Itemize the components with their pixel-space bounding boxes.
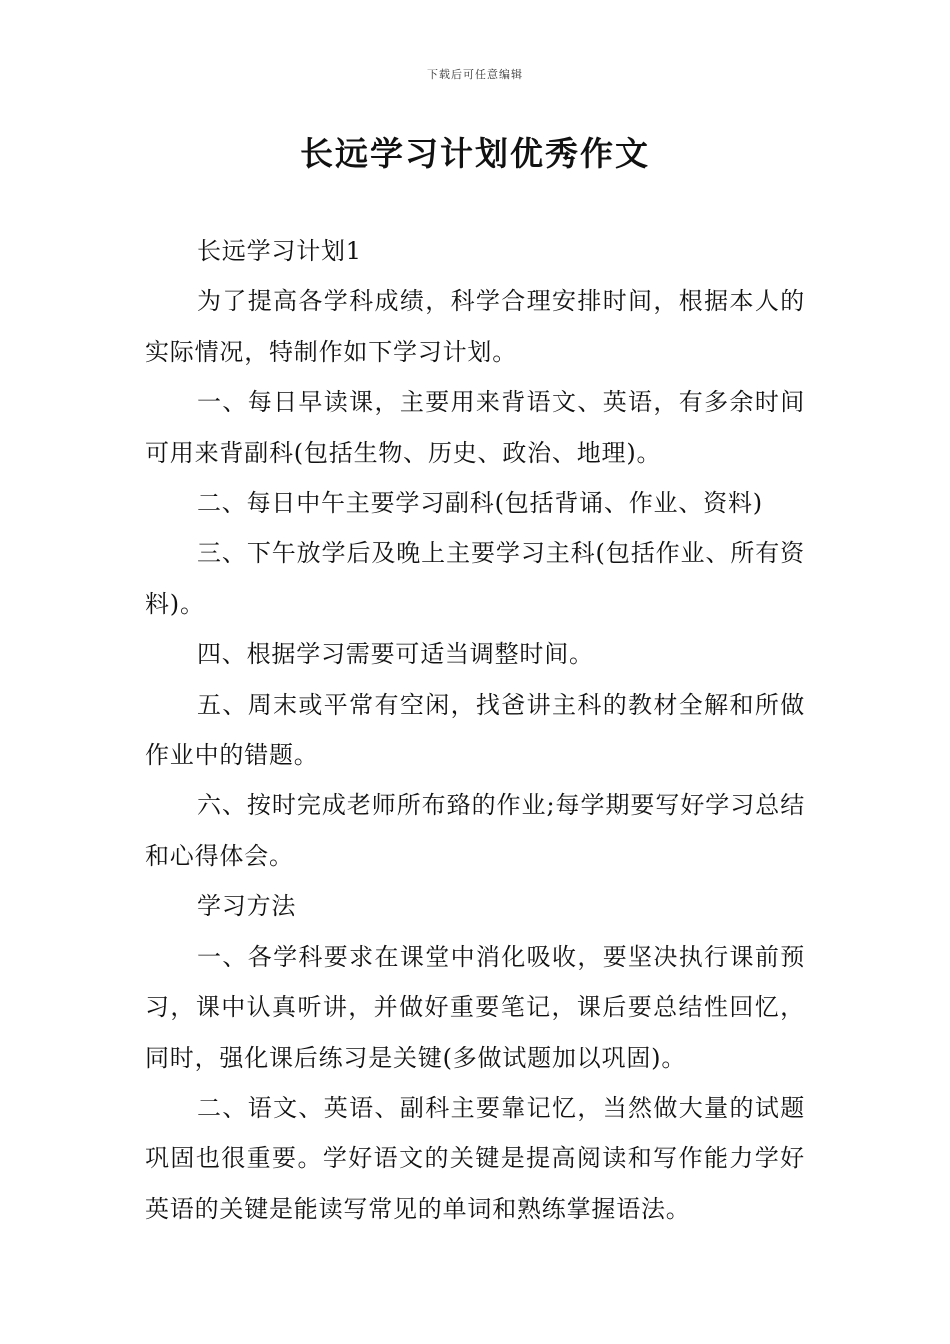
paragraph-intro: 为了提高各学科成绩，科学合理安排时间，根据本人的实际情况，特制作如下学习计划。 bbox=[145, 287, 805, 366]
paragraph-item-6: 六、按时完成老师所布臵的作业;每学期要写好学习总结和心得体会。 bbox=[145, 791, 805, 870]
header-note: 下载后可任意编辑 bbox=[427, 68, 523, 81]
paragraph-method-2: 二、语文、英语、副科主要靠记忆，当然做大量的试题巩固也很重要。学好语文的关键是提高阅读和写作能力学好英语的关键是能读写常见的单词和熟练掌握语法。 bbox=[145, 1093, 805, 1223]
paragraph-methods-heading: 学习方法 bbox=[197, 892, 297, 921]
paragraph-item-5: 五、周末或平常有空闲，找爸讲主科的教材全解和所做作业中的错题。 bbox=[145, 690, 805, 770]
document-body bbox=[145, 226, 805, 1234]
paragraph-method-1: 一、各学科要求在课堂中消化吸收，要坚决执行课前预习，课中认真听讲，并做好重要笔记，课后要总结性回忆，同时，强化课后练习是关键(多做试题加以巩固)。 bbox=[145, 942, 805, 1072]
paragraph-item-4: 四、根据学习需要可适当调整时间。 bbox=[197, 640, 594, 669]
document-title: 长远学习计划优秀作文 bbox=[300, 134, 650, 173]
paragraph-item-1: 一、每日早读课，主要用来背语文、英语，有多余时间可用来背副科(包括生物、历史、政治、地理)。 bbox=[145, 388, 805, 467]
paragraph-item-3: 三、下午放学后及晚上主要学习主科(包括作业、所有资料)。 bbox=[145, 539, 805, 618]
paragraph-plan-heading: 长远学习计划1 bbox=[197, 237, 362, 265]
paragraph-item-2: 二、每日中午主要学习副科(包括背诵、作业、资料) bbox=[197, 489, 763, 518]
